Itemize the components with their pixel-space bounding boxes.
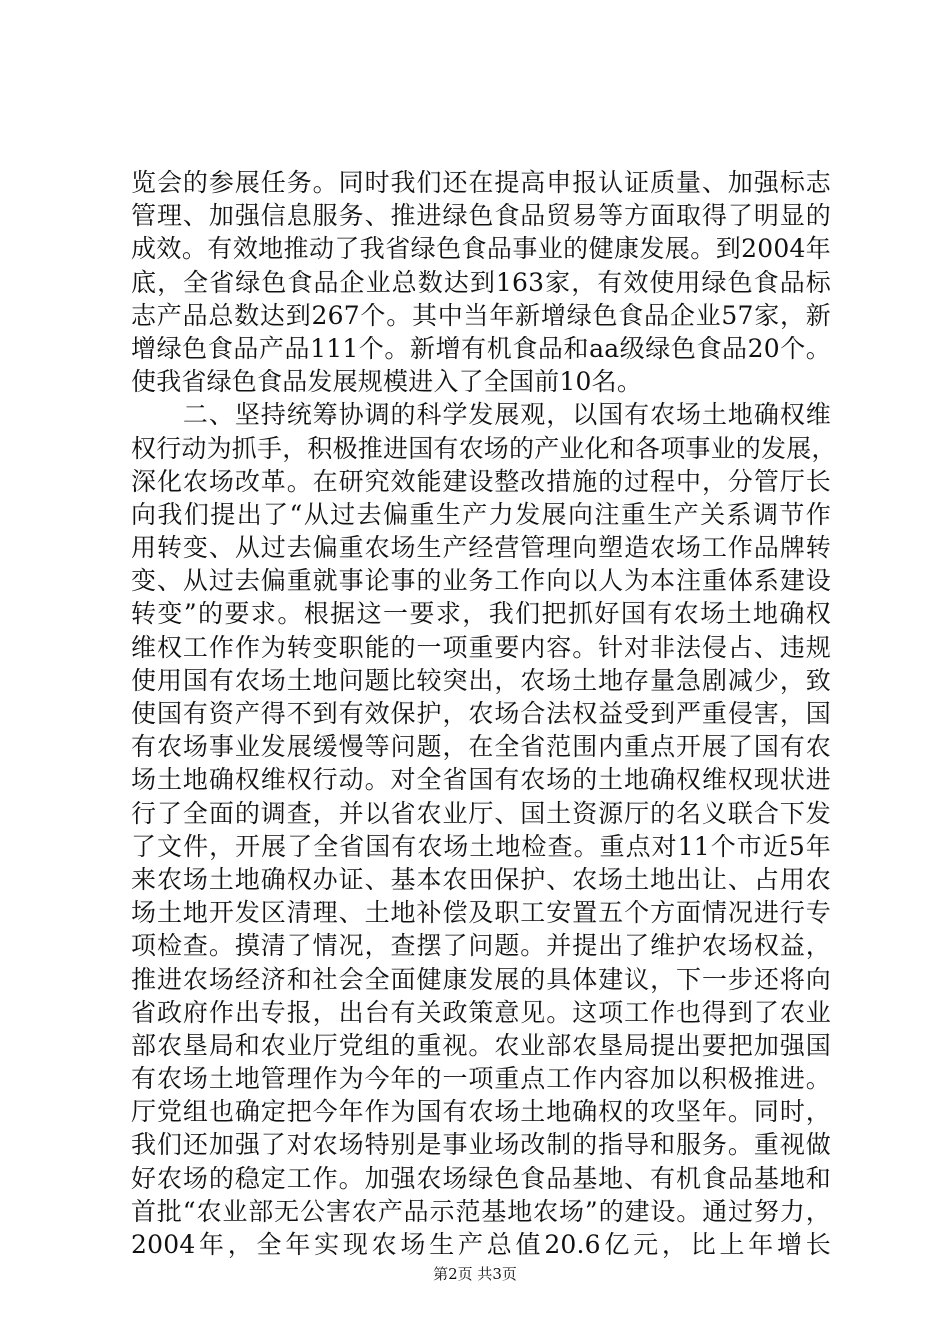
text-line: 使用国有农场土地问题比较突出，农场土地存量急剧减少，致 [131, 665, 831, 695]
text-line: 成效。有效地推动了我省绿色食品事业的健康发展。到2004年 [131, 234, 831, 264]
text-line: 览会的参展任务。同时我们还在提高申报认证质量、加强标志 [131, 168, 831, 197]
text-line: 权行动为抓手，积极推进国有农场的产业化和各项事业的发展， [131, 433, 837, 463]
text-line: 好农场的稳定工作。加强农场绿色食品基地、有机食品基地和 [131, 1163, 831, 1193]
text-line: 我们还加强了对农场特别是事业场改制的指导和服务。重视做 [131, 1130, 831, 1160]
paragraph-start-line: 二、坚持统筹协调的科学发展观，以国有农场土地确权维 [131, 400, 831, 430]
text-line: 维权工作作为转变职能的一项重要内容。针对非法侵占、违规 [131, 632, 831, 662]
text-line: 有农场事业发展缓慢等问题，在全省范围内重点开展了国有农 [131, 732, 831, 762]
text-line: 增绿色食品产品111个。新增有机食品和aa级绿色食品20个。 [131, 333, 831, 363]
text-line: 2004年，全年实现农场生产总值20.6亿元，比上年增长 [131, 1230, 831, 1259]
text-line: 项检查。摸清了情况，查摆了问题。并提出了维护农场权益， [131, 931, 831, 961]
text-line: 场土地确权维权行动。对全省国有农场的土地确权维权现状进 [131, 765, 831, 795]
text-line: 省政府作出专报，出台有关政策意见。这项工作也得到了农业 [131, 997, 831, 1027]
document-body [131, 166, 837, 1261]
text-line: 有农场土地管理作为今年的一项重点工作内容加以积极推进。 [131, 1064, 831, 1094]
text-line: 深化农场改革。在研究效能建设整改措施的过程中，分管厅长 [131, 466, 831, 496]
text-line: 转变”的要求。根据这一要求，我们把抓好国有农场土地确权 [131, 599, 831, 629]
text-line: 首批“农业部无公害农产品示范基地农场”的建设。通过努力， [131, 1196, 831, 1226]
text-line: 变、从过去偏重就事论事的业务工作向以人为本注重体系建设 [131, 566, 831, 596]
text-line: 向我们提出了“从过去偏重生产力发展向注重生产关系调节作 [131, 499, 831, 529]
text-line: 管理、加强信息服务、推进绿色食品贸易等方面取得了明显的 [131, 201, 831, 231]
text-line: 用转变、从过去偏重农场生产经营管理向塑造农场工作品牌转 [131, 533, 831, 563]
text-line: 底，全省绿色食品企业总数达到163家，有效使用绿色食品标 [131, 267, 831, 297]
text-line: 使国有资产得不到有效保护，农场合法权益受到严重侵害，国 [131, 699, 831, 728]
text-line: 行了全面的调查，并以省农业厅、国土资源厅的名义联合下发 [131, 798, 831, 828]
page-footer [0, 1264, 950, 1284]
text-line: 来农场土地确权办证、基本农田保护、农场土地出让、占用农 [131, 864, 831, 894]
text-line: 了文件，开展了全省国有农场土地检查。重点对11个市近5年 [131, 831, 831, 861]
text-line: 推进农场经济和社会全面健康发展的具体建议，下一步还将向 [131, 964, 831, 994]
paragraph-end-line: 使我省绿色食品发展规模进入了全国前10名。 [131, 367, 643, 397]
text-line: 部农垦局和农业厅党组的重视。农业部农垦局提出要把加强国 [131, 1030, 831, 1060]
text-line: 志产品总数达到267个。其中当年新增绿色食品企业57家，新 [131, 300, 831, 330]
page-number-label: 第2页 共3页 [433, 1265, 517, 1283]
text-line: 厅党组也确定把今年作为国有农场土地确权的攻坚年。同时， [131, 1097, 831, 1127]
text-line: 场土地开发区清理、土地补偿及职工安置五个方面情况进行专 [131, 898, 831, 928]
